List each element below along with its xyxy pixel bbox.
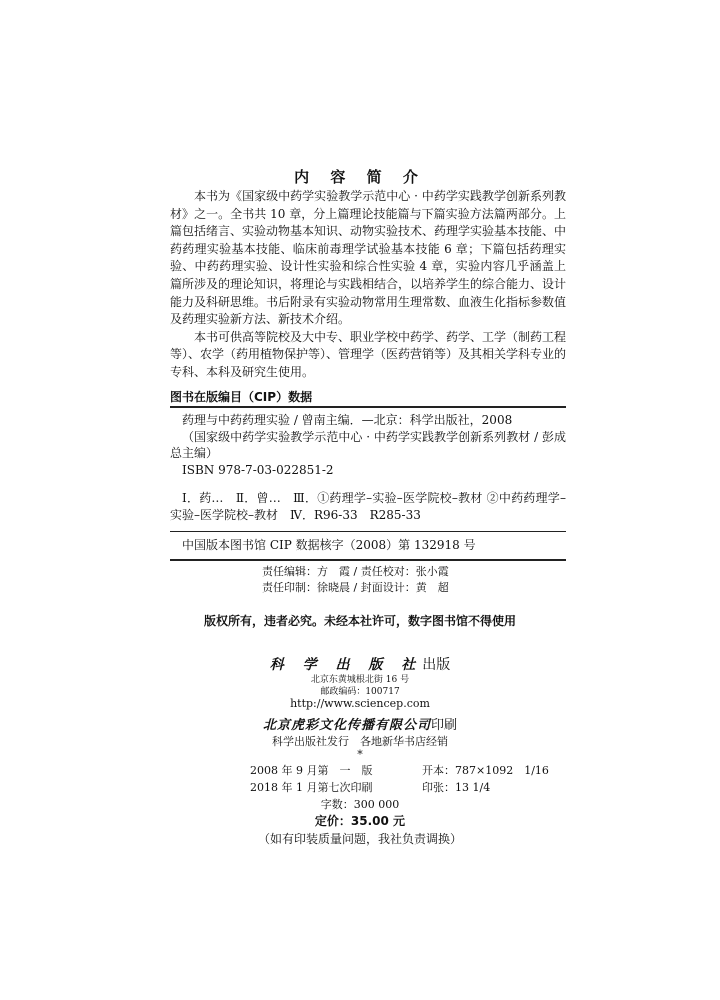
publisher-suffix: 出版 [422,657,451,673]
distribution-line: 科学出版社发行 各地新华书店经销 [272,735,448,748]
publisher-url: http://www.sciencep.com [290,697,430,710]
cip-library-note: 中国版本图书馆 CIP 数据核字（2008）第 132918 号 [182,538,476,552]
publisher-line [0,654,720,674]
responsibility-production: 责任印制：徐晓晨 / 封面设计：黄 超 [262,581,449,594]
summary-paragraph: 本书为《国家级中药学实验教学示范中心 · 中药学实践教学创新系列教材》之一。全书共 10 章，分上篇理论技能篇与下篇实验方法篇两部分。上篇包括绪言、实验动物基本知识、动物实验技术、药理学实验基本技能、中药药理实验基本技能、临床前毒理学试验基本技能 6 章；下篇包括药理实验、中药药理实验、设计性实验和综合性实验 4 章，实验内容几乎涵盖上篇所涉及的理论知识，将理论与实践相结合，以培养学生的综合能力、设计能力及科研思维。书后附录有实验动物常用生理常数、血液生化指标参数值及药理实验新方法、新技术介绍。 [170,189,567,327]
printer-line [0,714,720,733]
cip-classification-block [170,490,566,523]
separator-asterisk: * [357,748,363,761]
rights-notice: 版权所有，违者必究。未经本社许可，数字图书馆不得使用 [203,614,516,628]
word-count: 字数：300 000 [320,798,400,811]
publisher-address: 北京东黄城根北街 16 号 [310,675,410,685]
publisher-postcode: 邮政编码：100717 [320,687,400,697]
responsibility-editors: 责任编辑：方 霞 / 责任校对：张小霞 [262,565,449,578]
book-format: 开本：787×1092 1/16 [422,764,549,777]
cip-bottom-rule [170,559,566,561]
cip-title-line: 药理与中药药理实验 / 曾南主编．—北京：科学出版社，2008 [182,413,513,427]
cip-title: 图书在版编目（CIP）数据 [170,390,313,404]
cip-isbn: ISBN 978-7-03-022851-2 [182,462,334,477]
cip-record [170,412,566,478]
printer-suffix: 印刷 [431,718,458,733]
cip-series-line: （国家级中药学实验教学示范中心 · 中药学实践教学创新系列教材 / 彭成总主编） [170,429,566,460]
publisher-name: 科 学 出 版 社 [269,657,423,673]
responsibility-block [262,564,449,596]
price: 定价：35.00 元 [314,814,406,828]
cip-classification: Ⅰ．药… Ⅱ．曾… Ⅲ．①药理学–实验–医学院校–教材 ②中药药理学–实验–医学院校–教材 Ⅳ．R96-33 R285-33 [170,491,566,522]
print-sheets: 印张：13 1/4 [422,781,491,794]
cip-top-rule [170,406,566,408]
summary-text [170,188,566,382]
quality-note: （如有印装质量问题，我社负责调换） [257,832,462,846]
summary-paragraph: 本书可供高等院校及大中专、职业学校中药学、药学、工学（制药工程等）、农学（药用植物保护等）、管理学（医药营销等）及其相关学科专业的专科、本科及研究生使用。 [170,329,567,379]
cip-mid-rule [170,531,566,532]
summary-heading: 内 容 简 介 [294,168,426,186]
cip-library-block [170,537,566,554]
printer-name: 北京虎彩文化传播有限公司 [262,718,431,733]
first-edition: 2008 年 9 月第 一 版 [250,764,373,777]
reprint-info: 2018 年 1 月第七次印刷 [250,781,373,794]
